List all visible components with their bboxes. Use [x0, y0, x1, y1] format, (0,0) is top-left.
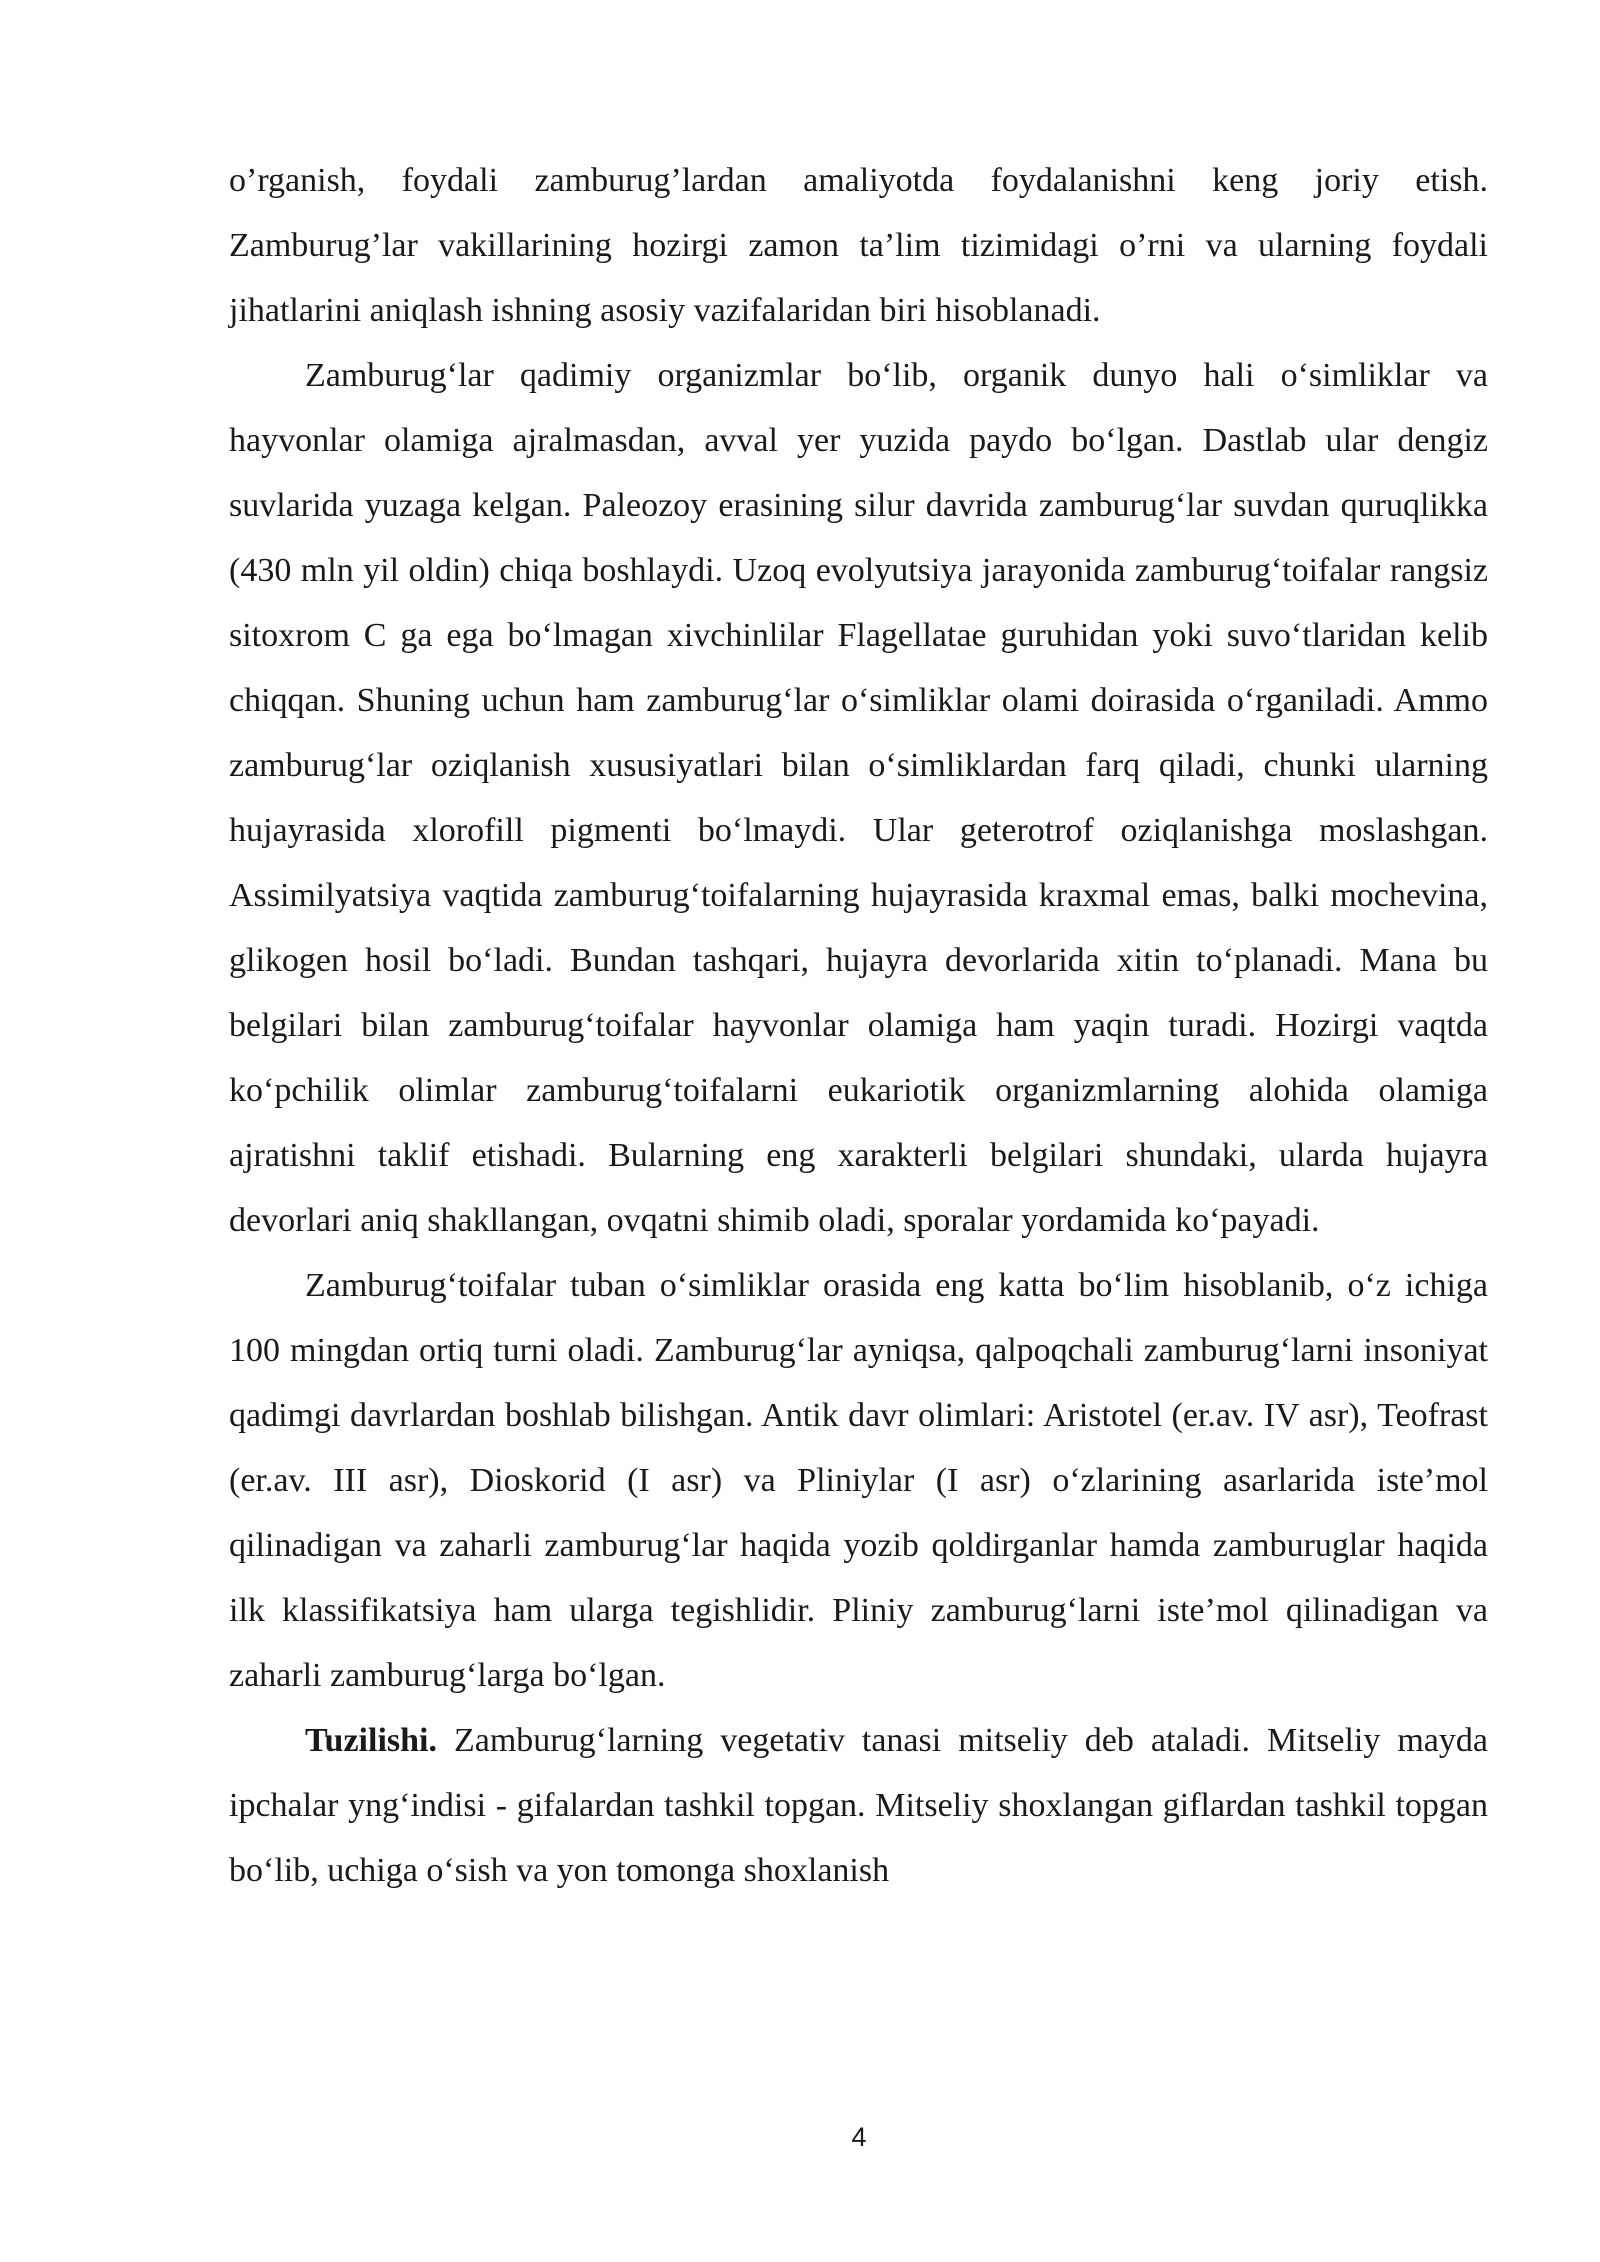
page-number: 4 [851, 2122, 867, 2152]
paragraph-history: Zamburug‘toifalar tuban o‘simliklar orasida eng katta bo‘lim hisoblanib, o‘z ichiga 100 mingdan ortiq turni oladi. Zamburug‘lar ayniqsa, qalpoqchali zamburug‘larni insoniyat qadimgi davrlardan boshlab bilishgan. Antik davr olimlari: Aristotel (er.av. IV asr), Teofrast (er.av. III asr), Dioskorid (I asr) va Pliniylar (I asr) o‘zlarining asarlarida iste’mol qilinadigan va zaharli zamburug‘lar haqida yozib qoldirganlar hamda zamburuglar haqida ilk klassifikatsiya ham ularga tegishlidir. Pliniy zamburug‘larni iste’mol qilinadigan va zaharli zamburug‘larga bo‘lgan. [229, 1267, 1488, 1694]
paragraph-origin: Zamburug‘lar qadimiy organizmlar bo‘lib, organik dunyo hali o‘simliklar va hayvonlar olamiga ajralmasdan, avval yer yuzida paydo bo‘lgan. Dastlab ular dengiz suvlarida yuzaga kelgan. Paleozoy erasining silur davrida zamburug‘lar suvdan quruqlikka (430 mln yil oldin) chiqa boshlaydi. Uzoq evolyutsiya jarayonida zamburug‘toifalar rangsiz sitoxrom C ga ega bo‘lmagan xivchinlilar Flagellatae guruhidan yoki suvo‘tlaridan kelib chiqqan. Shuning uchun ham zamburug‘lar o‘simliklar olami doirasida o‘rganiladi. Ammo zamburug‘lar oziqlanish xususiyatlari bilan o‘simliklardan farq qiladi, chunki ularning hujayrasida xlorofill pigmenti bo‘lmaydi. Ular geterotrof oziqlanishga moslashgan. Assimilyatsiya vaqtida zamburug‘toifalarning hujayrasida kraxmal emas, balki mochevina, glikogen hosil bo‘ladi. Bundan tashqari, hujayra devorlarida xitin to‘planadi. Mana bu belgilari bilan zamburug‘toifalar hayvonlar olamiga ham yaqin turadi. Hozirgi vaqtda ko‘pchilik olimlar zamburug‘toifalarni eukariotik organizmlarning alohida olamiga ajratishni taklif etishadi. Bularning eng xarakterli belgilari shundaki, ularda hujayra devorlari aniq shakllangan, ovqatni shimib oladi, sporalar yordamida ko‘payadi. [229, 357, 1488, 1239]
paragraph-continuation: o’rganish, foydali zamburug’lardan amaliyotda foydalanishni keng joriy etish. Zamburug’lar vakillarining hozirgi zamon ta’lim tizimidagi o’rni va ularning foydali jihatlarini aniqlash ishning asosiy vazifalaridan biri hisoblanadi. [229, 162, 1488, 329]
paragraph-structure-text: Zamburug‘larning vegetativ tanasi mitseliy deb ataladi. Mitseliy mayda ipchalar yng‘indisi - gifalardan tashkil topgan. Mitseliy shoxlangan giflardan tashkil topgan bo‘lib, uchiga o‘sish va yon tomonga shoxlanish [229, 1722, 1488, 1889]
section-heading-structure: Tuzilishi. [305, 1722, 437, 1759]
body-text [229, 148, 1488, 1903]
paragraph-structure [229, 1708, 1488, 1903]
